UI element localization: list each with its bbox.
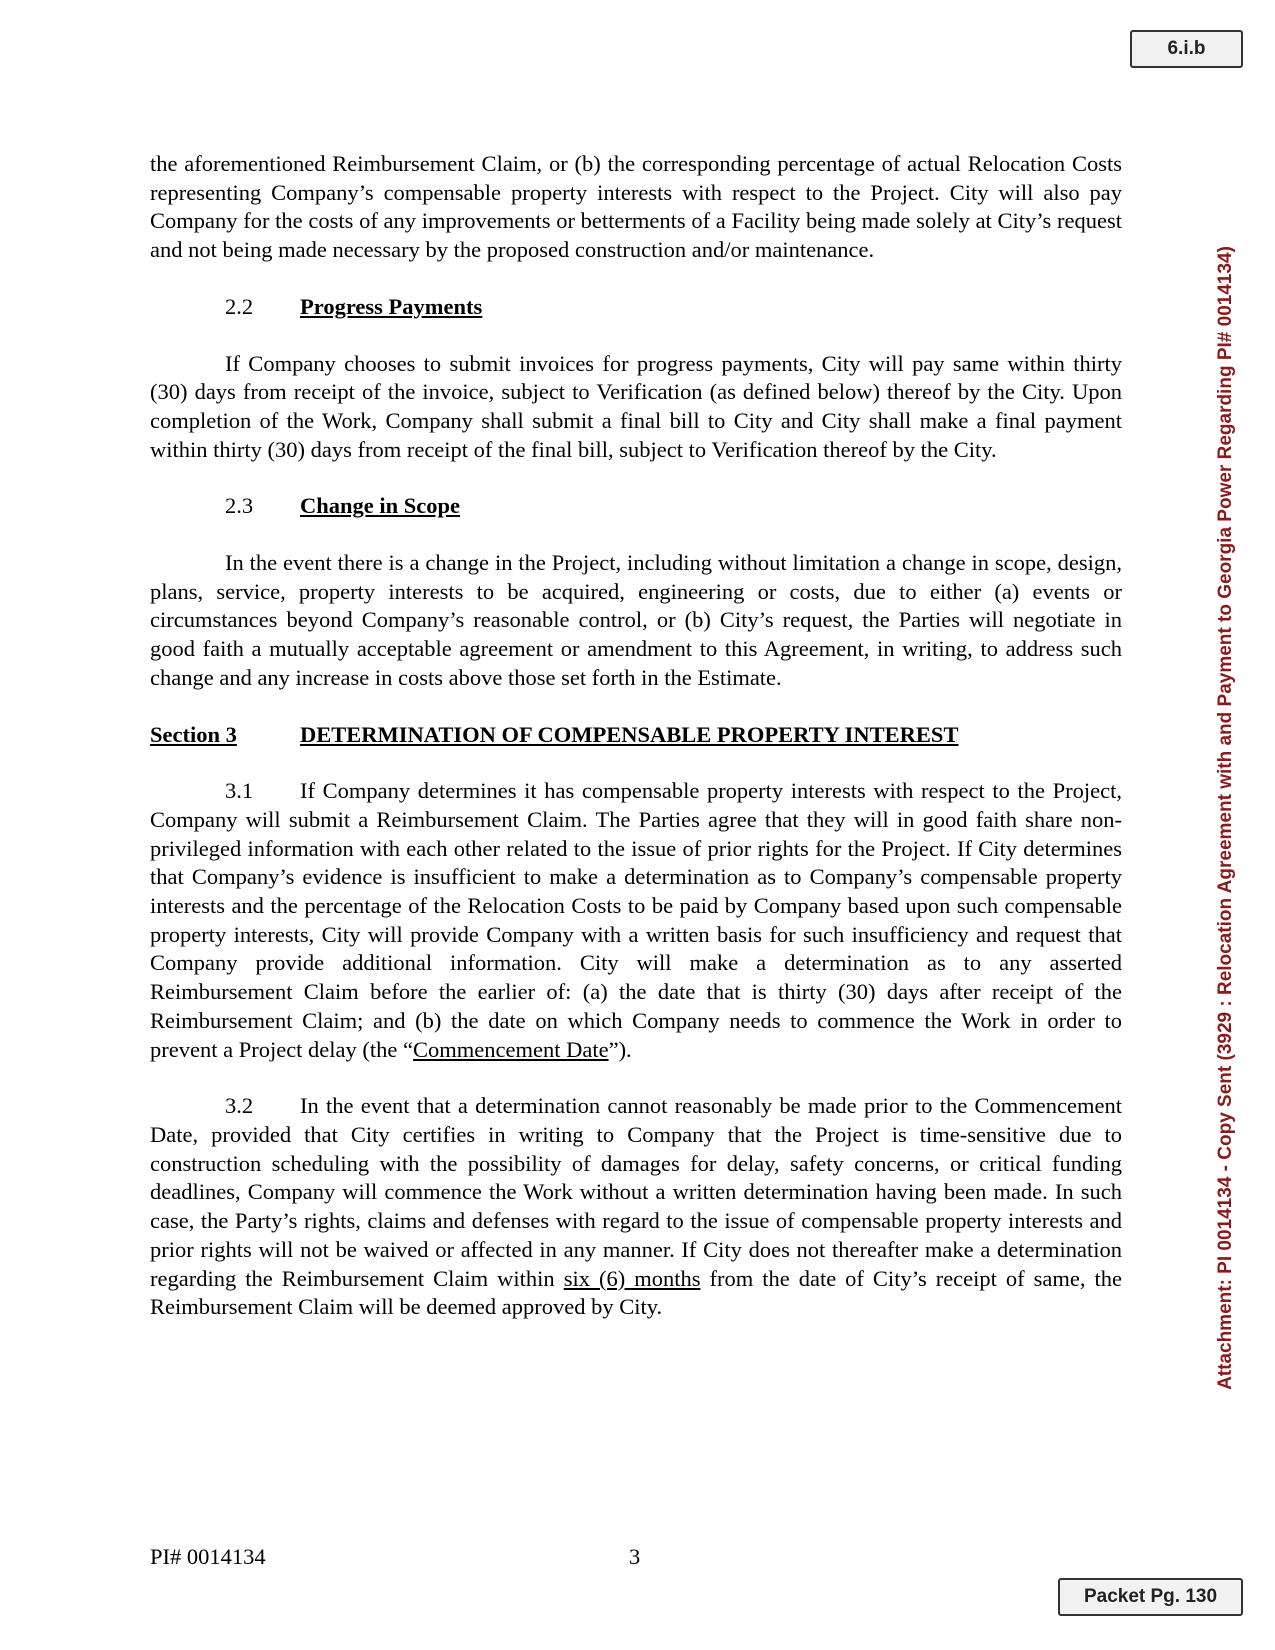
heading-2-2 [150,293,1122,322]
section-number: Section 3 [150,721,237,747]
heading-2-3 [150,492,1122,521]
section-title: DETERMINATION OF COMPENSABLE PROPERTY INTEREST [300,721,959,747]
heading-title: Progress Payments [300,293,483,319]
defined-term: Commencement Date [413,1036,609,1062]
footer-pi-number: PI# 0014134 [150,1544,266,1569]
heading-number: 2.2 [225,293,254,319]
heading-number: 2.3 [225,493,254,519]
paragraph-3-2 [150,1092,1122,1322]
packet-page-label: Packet Pg. 130 [1058,1578,1243,1616]
paragraph-text-end: ”). [608,1036,632,1062]
attachment-side-note: Attachment: PI 0014134 - Copy Sent (3929 : Relocation Agreement with and Payment to Georgia Power Regarding PI# 0014134) [1215,246,1236,1390]
footer-page-number: 3 [629,1544,641,1569]
document-tag: 6.i.b [1130,30,1243,68]
paragraph-text: If Company determines it has compensable property interests with respect to the Project, Company will submit a Reimbursement Claim. The Parties agree that they will in good faith share non-privileged information with each other related to the issue of prior rights for the Project. If City determines that Company’s evidence is insufficient to make a determination as to Company’s compensable property interests and the percentage of the Relocation Costs to be paid by Company based upon such compensable property interests, City will provide Company with a written basis for such insufficiency and request that Company provide additional information. City will make a determination as to any asserted Reimbursement Claim before the earlier of: (a) the date that is thirty (30) days after receipt of the Reimbursement Claim; and (b) the date on which Company needs to commence the Work in order to prevent a Project delay (the “ [150,778,1122,1062]
document-body [150,150,1122,1350]
intro-paragraph: the aforementioned Reimbursement Claim, or (b) the corresponding percentage of actual Relocation Costs representing Company’s compensable property interests with respect to the Project. City will also pay Company for the costs of any improvements or betterments of a Facility being made solely at City’s request and not being made necessary by the proposed construction and/or maintenance. [150,151,1122,263]
change-in-scope-paragraph: In the event there is a change in the Project, including without limitation a change in scope, design, plans, service, property interests to be acquired, engineering or costs, due to either (a) events or circumstances beyond Company’s reasonable control, or (b) City’s request, the Parties will negotiate in good faith a mutually acceptable agreement or amendment to this Agreement, in writing, to address such change and any increase in costs above those set forth in the Estimate. [150,550,1122,690]
paragraph-text: In the event that a determination cannot reasonably be made prior to the Commencement Date, provided that City certifies in writing to Company that the Project is time-sensitive due to construction scheduling with the possibility of damages for delay, safety concerns, or critical funding deadlines, Company will commence the Work without a written determination having been made. In such case, the Party’s rights, claims and defenses with regard to the issue of compensable property interests and prior rights will not be waived or affected in any manner. If City does not thereafter make a determination regarding the Reimbursement Claim within [150,1093,1122,1291]
paragraph-number: 3.2 [225,1093,254,1119]
section-3-heading [150,721,1122,750]
paragraph-3-1 [150,777,1122,1064]
paragraph-number: 3.1 [225,778,254,804]
progress-payments-paragraph: If Company chooses to submit invoices for progress payments, City will pay same within thirty (30) days from receipt of the invoice, subject to Verification (as defined below) thereof by the City. Upon completion of the Work, Company shall submit a final bill to City and City shall make a final payment within thirty (30) days from receipt of the final bill, subject to Verification thereof by the City. [150,350,1122,462]
heading-title: Change in Scope [300,493,461,519]
paragraph-text-end: from the date of City’s receipt of same, the Reimbursement Claim will be deemed approved by City. [150,1265,1123,1320]
underlined-period: six (6) months [563,1265,701,1291]
